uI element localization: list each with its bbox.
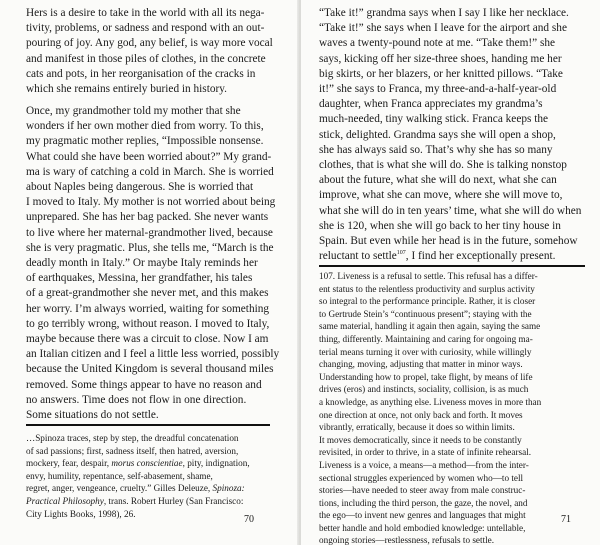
- left-page: [0, 0, 299, 545]
- footnote-rule: [26, 424, 270, 426]
- page-number: 71: [561, 514, 571, 525]
- body-paragraph-3: “Take it!” grandma says when I say I like her necklace. “Take it!” she says when I leave for the airport and she waves a twenty-pound note at me. “Take them!” she says, kicking off her size-three shoes, handing me her big skirts, or her blazers, or her knitted pillows. “Take it!” she says to Franca, my three-and-a-half-year-old daughter, when Franca appreciates my grandma’s much-needed, tiny walking stick. Franca keeps the stick, delighted. Grandma says she will open a shop, she has always said so. That’s why she has so many clothes, that is what she will do. She is talking nonstop about the future, what she will do next, what she can improve, what she can move, where she will move to, what she will do in ten years’ time, what she will do when she is 120, when she will go back to her tiny house in Spain. But even while her head is in the future, somehow reluctant to settle$^{107}$, I find her exceptionally present.: [319, 7, 582, 263]
- body-paragraph-2: Once, my grandmother told my mother that she wonders if her own mother died from worry. To this, my pragmatic mother replies, “Impossible nonsense. What could she have been worried about?” My grand- ma is wary of catching a cold in March. She is worried about Naples being dangerous. She is worried that I moved to Italy. My mother is not worried about being unprepared. She has her bag packed. She never wants to live where her maternal-grandmother lived, because she is very pragmatic. Plus, she tells me, “March is the deadly month in Italy.” Or maybe Italy reminds her of earthquakes, Messina, her grandfather, his tales of a great-grandmother she never met, and this makes her worry. I’m always worried, waiting for something to go terribly wrong, without reason. I moved to Italy, maybe because there was a circuit to close. Now I am an Italian citizen and I feel a little less worried, possibly because the United Kingdom is several thousand miles removed. Some things appear to have no reason and no answers. Time does not flow in one direction. Some situations do not settle.: [26, 105, 280, 422]
- page-number: 70: [244, 514, 254, 525]
- body-paragraph-1: Hers is a desire to take in the world with all its nega- tivity, problems, or sadness and respond with an out- pouring of joy. Any god, any belief, is way more vocal and manifest in those piles of clothes, in the concrete cats and pots, in her reorganisation of the cracks in which she remains entirely buried in history.: [26, 7, 273, 96]
- footnote-marker: 107: [396, 250, 406, 257]
- footnote-rule: [319, 265, 585, 267]
- footnote-107: 107. Liveness is a refusal to settle. This refusal has a differ- ent status to the relentless productivity and surplus activity so integral to the performance principle. Rather, it is closer to Gertrude Stein’s “continuous present”; staying with the same material, handling it again then again, saying the same thing, differently. Maintaining and caring for ongoing ma- terial means turning it over with curiosity, while willingly changing, moving, adjusting that matter in minor ways. Understanding how to propel, take flight, by means of life drives (eros) and instincts, sociality, collision, is as much a knowledge, as anything else. Liveness moves in more than one direction at once, not only back and forth. It moves vibrantly, erratically, because it does so within limits. It moves democratically, since it needs to be constantly revisited, in order to thrive, in a state of infinite rehearsal. Liveness is a voice, a means—a method—from the inter- sectional struggles experienced by women who—to tell stories—have needed to steer away from male construc- tions, including the third person, the gaze, the novel, and the ego—to invent new genres and languages that might better handle and hold embodied knowledge: untellable, ongoing stories—restlessness, refusals to settle.: [319, 271, 542, 546]
- footnote-continued: …Spinoza traces, step by step, the dreadful concatenation of sad passions; first, sadness itself, then hatred, aversion, mockery, fear, despair, morus conscientiae, pity, indignation, envy, humility, repentance, self-abasement, shame, regret, anger, vengeance, cruelty.” Gilles Deleuze, Spinoza: Practical Philosophy, trans. Robert Hurley (San Francisco: City Lights Books, 1998), 26.: [26, 433, 250, 519]
- right-page: [301, 0, 600, 545]
